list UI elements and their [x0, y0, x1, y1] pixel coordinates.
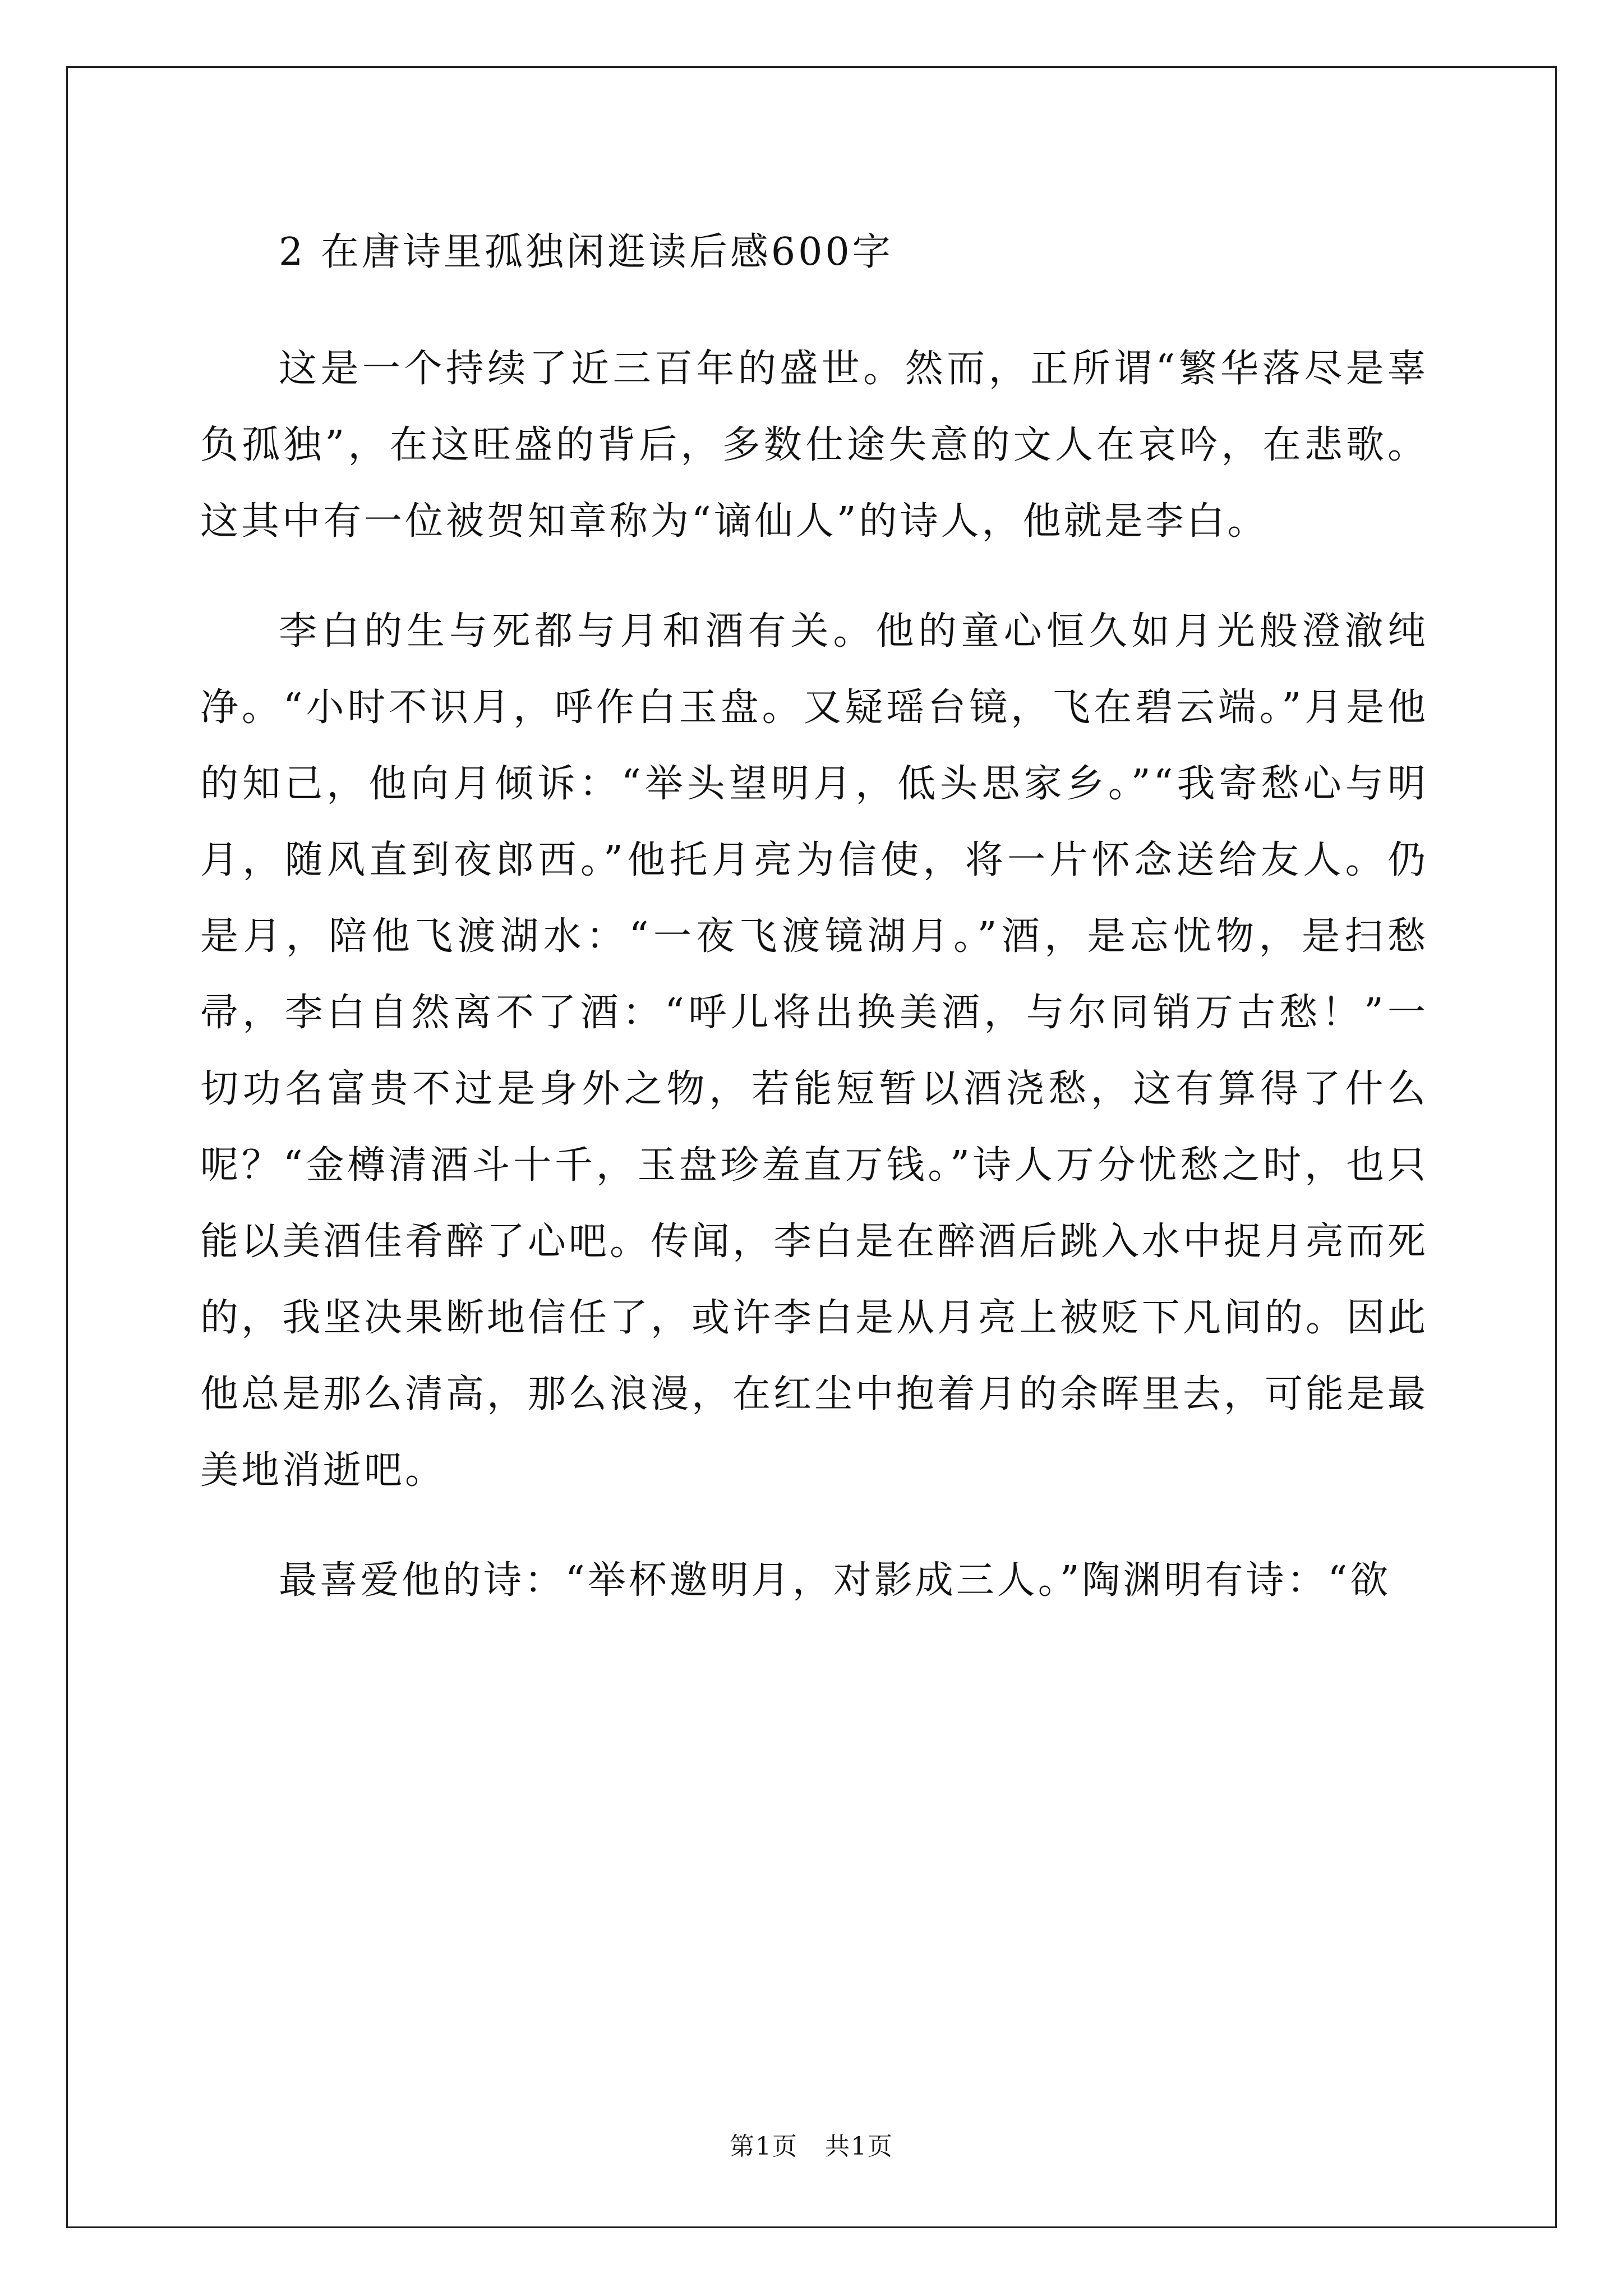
page-footer	[0, 2126, 1623, 2162]
document-title: 2 在唐诗里孤独闲逛读后感600字	[279, 230, 893, 274]
paragraph-moon-and-wine: 李白的生与死都与月和酒有关。他的童心恒久如月光般澄澈纯净。“小时不识月，呼作白玉盘。又疑瑶台镜，飞在碧云端。”月是他的知己，他向月倾诉：“举头望明月，低头思家乡。”“我寄愁心与明月，随风直到夜郎西。”他托月亮为信使，将一片怀念送给友人。仍是月，陪他飞渡湖水：“一夜飞渡镜湖月。”酒，是忘忧物，是扫愁帚，李白自然离不了酒：“呼儿将出换美酒，与尔同销万古愁！”一切功名富贵不过是身外之物，若能短暂以酒浇愁，这有算得了什么呢？“金樽清酒斗十千，玉盘珍羞直万钱。”诗人万分忧愁之时，也只能以美酒佳肴醉了心吧。传闻，李白是在醉酒后跳入水中捉月亮而死的，我坚决果断地信任了，或许李白是从月亮上被贬下凡间的。因此他总是那么清高，那么浪漫，在红尘中抱着月的余晖里去，可能是最美地消逝吧。	[200, 609, 1429, 1493]
document-body	[200, 213, 1428, 1619]
page-number: 第1页	[730, 2132, 798, 2161]
paragraph-favorite-poem: 最喜爱他的诗：“举杯邀明月，对影成三人。”陶渊明有诗：“欲	[279, 1558, 1391, 1603]
paragraph-intro: 这是一个持续了近三百年的盛世。然而，正所谓“繁华落尽是辜负孤独”，在这旺盛的背后，多数仕途失意的文人在哀吟，在悲歌。这其中有一位被贺知章称为“谪仙人”的诗人，他就是李白。	[200, 347, 1428, 544]
page-total: 共1页	[825, 2132, 893, 2161]
